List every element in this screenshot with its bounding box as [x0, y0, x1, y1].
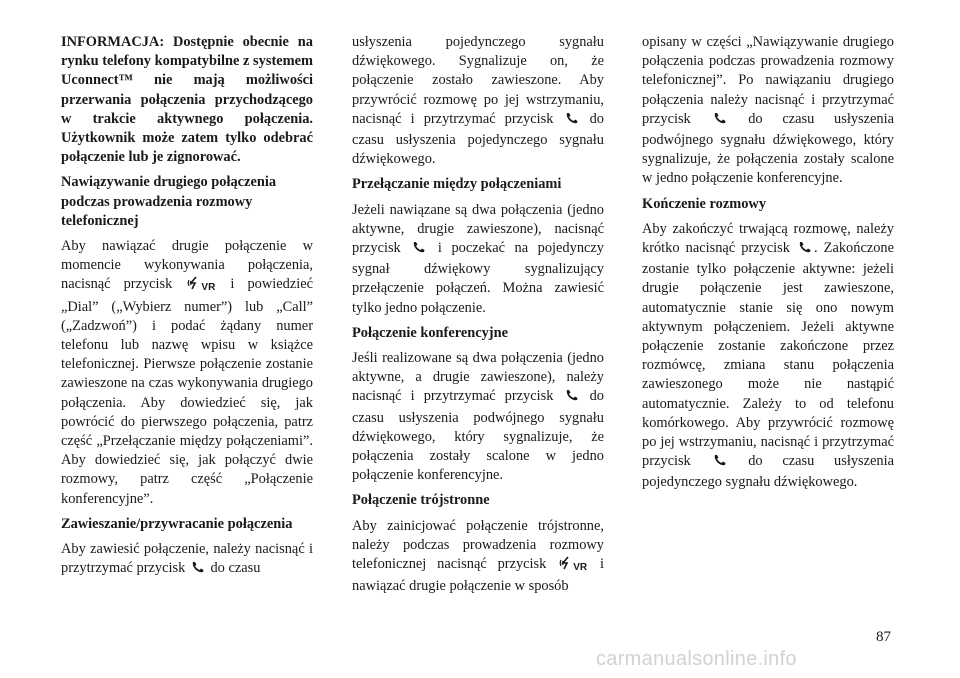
phone-icon: [565, 388, 579, 408]
paragraph-three-way-continued: opisany w części „Nawiązywanie drugiego połączenia podczas prowadzenia rozmowy telefonicznej”. Po nawiązaniu drugiego połączenia należy nacisnąć i przytrzymać przycisk do czasu usłyszenia podwójnego sygnału dźwiękowego, który sygnalizuje, że połączenia zostały scalone w jedno połączenie konferencyjne.: [642, 34, 894, 187]
column-3: [642, 33, 894, 499]
paragraph-three-way: Aby zainicjować połączenie trójstronne, należy podczas prowadzenia rozmowy telefonicznej nacisnąć przycisk VR i nawiązać drugie połączenie w sposób: [352, 517, 604, 595]
heading-three-way: Połączenie trójstronne: [352, 492, 490, 509]
paragraph-switch-calls: Jeżeli nawiązane są dwa połączenia (jedno aktywne, drugie zawieszone), nacisnąć przycisk i poczekać na pojedynczy sygnał dźwiękowy sygnalizujący przełączenie połączeń. Można zawiesić tylko jedno połączenie.: [352, 201, 604, 316]
heading-hold-resume: Zawieszanie/przywracanie połączenia: [61, 515, 293, 532]
watermark: carmanualsonline.info: [596, 648, 797, 670]
phone-icon: [191, 560, 205, 580]
paragraph-hold-continued: usłyszenia pojedynczego sygnału dźwiękowego. Sygnalizuje on, że połączenie zostało zawieszone. Aby przywrócić rozmowę po jej wstrzymaniu, nacisnąć i przytrzymać przycisk do czasu usłyszenia pojedynczego sygnału dźwiękowego.: [352, 34, 604, 168]
heading-second-call: Nawiązywanie drugiego połączenia podczas prowadzenia rozmowy telefonicznej: [61, 174, 277, 229]
heading-end-call: Kończenie rozmowy: [642, 195, 767, 212]
page-number: 87: [876, 629, 891, 645]
paragraph-end-call: Aby zakończyć trwającą rozmowę, należy krótko nacisnąć przycisk . Zakończone zostanie tylko połączenie aktywne: jeżeli drugie połączenie jest zawieszone, automatycznie stanie się ono nowym aktywnym połączeniem. Jeżeli aktywne połączenie zostanie zakończone przez rozmówcę, zmiana stanu połączenia zawieszonego może nie nastąpić automatycznie. Zależy to od telefonu komórkowego. Aby przywrócić rozmowę po jej wstrzymaniu, nacisnąć i przytrzymać przycisk do czasu usłyszenia pojedynczego sygnału dźwiękowego.: [642, 220, 894, 491]
phone-icon: [565, 111, 579, 131]
column-2: [352, 33, 604, 602]
phone-icon: [412, 240, 426, 260]
voice-command-icon: VR: [187, 276, 215, 297]
phone-icon: [713, 453, 727, 473]
phone-icon: [713, 111, 727, 131]
voice-command-icon: VR: [559, 556, 587, 577]
heading-conference: Połączenie konferencyjne: [352, 324, 508, 341]
paragraph-conference: Jeśli realizowane są dwa połączenia (jedno aktywne, a drugie zawieszone), należy nacisnąć i przytrzymać przycisk do czasu usłyszenia podwójnego sygnału dźwiękowego, który sygnalizuje, że połączenia zostały scalone w jedno połączenie konferencyjne.: [352, 350, 604, 484]
phone-icon: [798, 240, 812, 260]
paragraph-hold-resume: Aby zawiesić połączenie, należy nacisnąć i przytrzymać przycisk do czasu: [61, 540, 313, 580]
info-note: INFORMACJA: Dostępnie obecnie na rynku telefony kompatybilne z systemem Uconnect™ nie mają możliwości przerwania połączenia przychodzącego w trakcie aktywnego połączenia. Użytkownik może zatem tylko odebrać połączenie lub je zignorować.: [61, 34, 313, 166]
heading-switch-calls: Przełączanie między połączeniami: [352, 176, 562, 193]
paragraph-second-call: Aby nawiązać drugie połączenie w momencie wykonywania połączenia, nacisnąć przycisk VR i powiedzieć „Dial” („Wybierz numer”) lub „Call” („Zadzwoń”) i podać żądany numer telefonu lub nazwę wpisu w książce telefonicznej. Pierwsze połączenie zostanie zawieszone na czas wykonywania drugiego połączenia. Aby dowiedzieć się, jak powrócić do pierwszego połączenia, patrz część „Przełączanie między połączeniami”. Aby dowiedzieć się, jak połączyć dwie rozmowy, patrz część „Połączenie konferencyjne”.: [61, 238, 313, 507]
column-1: [61, 33, 313, 586]
